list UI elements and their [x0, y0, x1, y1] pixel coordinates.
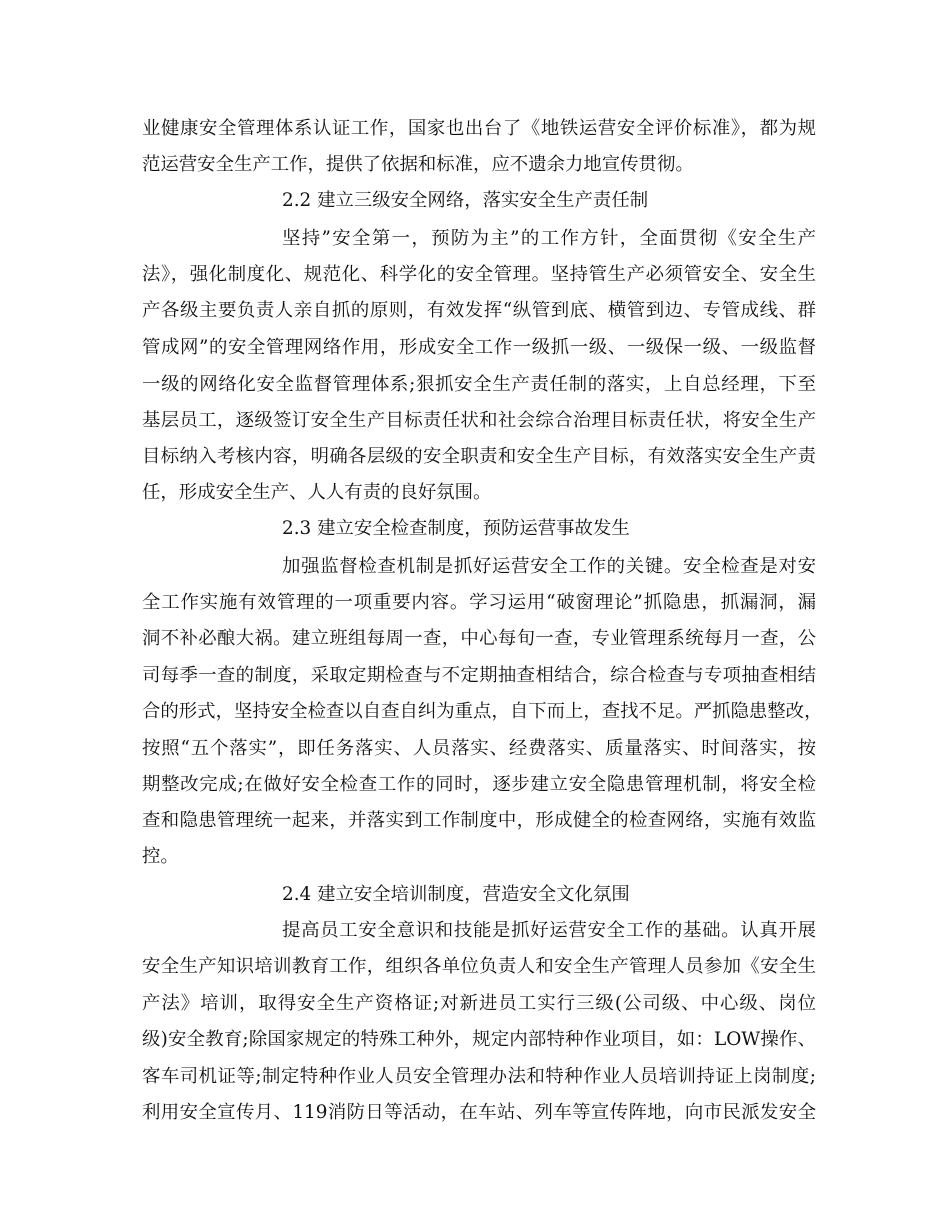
paragraph-first-line: 提高员工安全意识和技能是抓好运营安全工作的基础。认真开展	[282, 920, 816, 941]
text-line: 业健康安全管理体系认证工作，国家也出台了《地铁运营安全评价标准》，都为规	[142, 118, 816, 139]
text-line: 安全生产知识培训教育工作，组织各单位负责人和安全生产管理人员参加《安全生	[142, 956, 816, 977]
section-heading-2-4: 2.4 建立安全培训制度，营造安全文化氛围	[282, 884, 630, 905]
paragraph-first-line: 坚持”安全第一，预防为主”的工作方针，全面贯彻《安全生产	[282, 228, 816, 249]
text-line: 产各级主要负责人亲自抓的原则，有效发挥“纵管到底、横管到边、专管成线、群	[142, 300, 816, 321]
text-line: 级)安全教育;除国家规定的特殊工种外，规定内部特种作业项目，如：LOW操作、	[142, 1029, 816, 1050]
text-line: 合的形式，坚持安全检查以自查自纠为重点，自下而上，查找不足。严抓隐患整改，	[142, 701, 823, 722]
text-line: 客车司机证等;制定特种作业人员安全管理办法和特种作业人员培训持证上岗制度;	[142, 1066, 816, 1087]
paragraph-first-line: 加强监督检查机制是抓好运营安全工作的关键。安全检查是对安	[282, 556, 816, 577]
text-line: 一级的网络化安全监督管理体系;狠抓安全生产责任制的落实，上自总经理，下至	[142, 374, 816, 395]
text-line: 全工作实施有效管理的一项重要内容。学习运用“破窗理论”抓隐患，抓漏洞，漏	[142, 592, 816, 613]
text-line: 产法》培训，取得安全生产资格证;对新进员工实行三级(公司级、中心级、岗位	[142, 993, 816, 1014]
text-line: 任，形成安全生产、人人有责的良好氛围。	[142, 482, 492, 503]
text-line: 期整改完成;在做好安全检查工作的同时，逐步建立安全隐患管理机制，将安全检	[142, 774, 816, 795]
text-line: 控。	[142, 846, 179, 867]
text-line: 按照“五个落实”，即任务落实、人员落实、经费落实、质量落实、时间落实，按	[142, 738, 816, 759]
text-line: 洞不补必酿大祸。建立班组每周一查，中心每旬一查，专业管理系统每月一查，公	[142, 628, 816, 649]
text-line: 司每季一查的制度，采取定期检查与不定期抽查相结合，综合检查与专项抽查相结	[142, 665, 816, 686]
text-line: 利用安全宣传月、119消防日等活动，在车站、列车等宣传阵地，向市民派发安全	[142, 1102, 816, 1123]
text-line: 法》，强化制度化、规范化、科学化的安全管理。坚持管生产必须管安全、安全生	[142, 264, 816, 285]
section-heading-2-3: 2.3 建立安全检查制度，预防运营事故发生	[282, 518, 630, 539]
text-line: 管成网”的安全管理网络作用，形成安全工作一级抓一级、一级保一级、一级监督	[142, 337, 816, 358]
text-line: 目标纳入考核内容，明确各层级的安全职责和安全生产目标，有效落实安全生产责	[142, 446, 816, 467]
section-heading-2-2: 2.2 建立三级安全网络，落实安全生产责任制	[282, 190, 649, 211]
text-line: 基层员工，逐级签订安全生产目标责任状和社会综合治理目标责任状，将安全生产	[142, 410, 816, 431]
text-line: 查和隐患管理统一起来，并落实到工作制度中，形成健全的检查网络，实施有效监	[142, 810, 816, 831]
text-line: 范运营安全生产工作，提供了依据和标准，应不遗余力地宣传贯彻。	[142, 154, 694, 175]
